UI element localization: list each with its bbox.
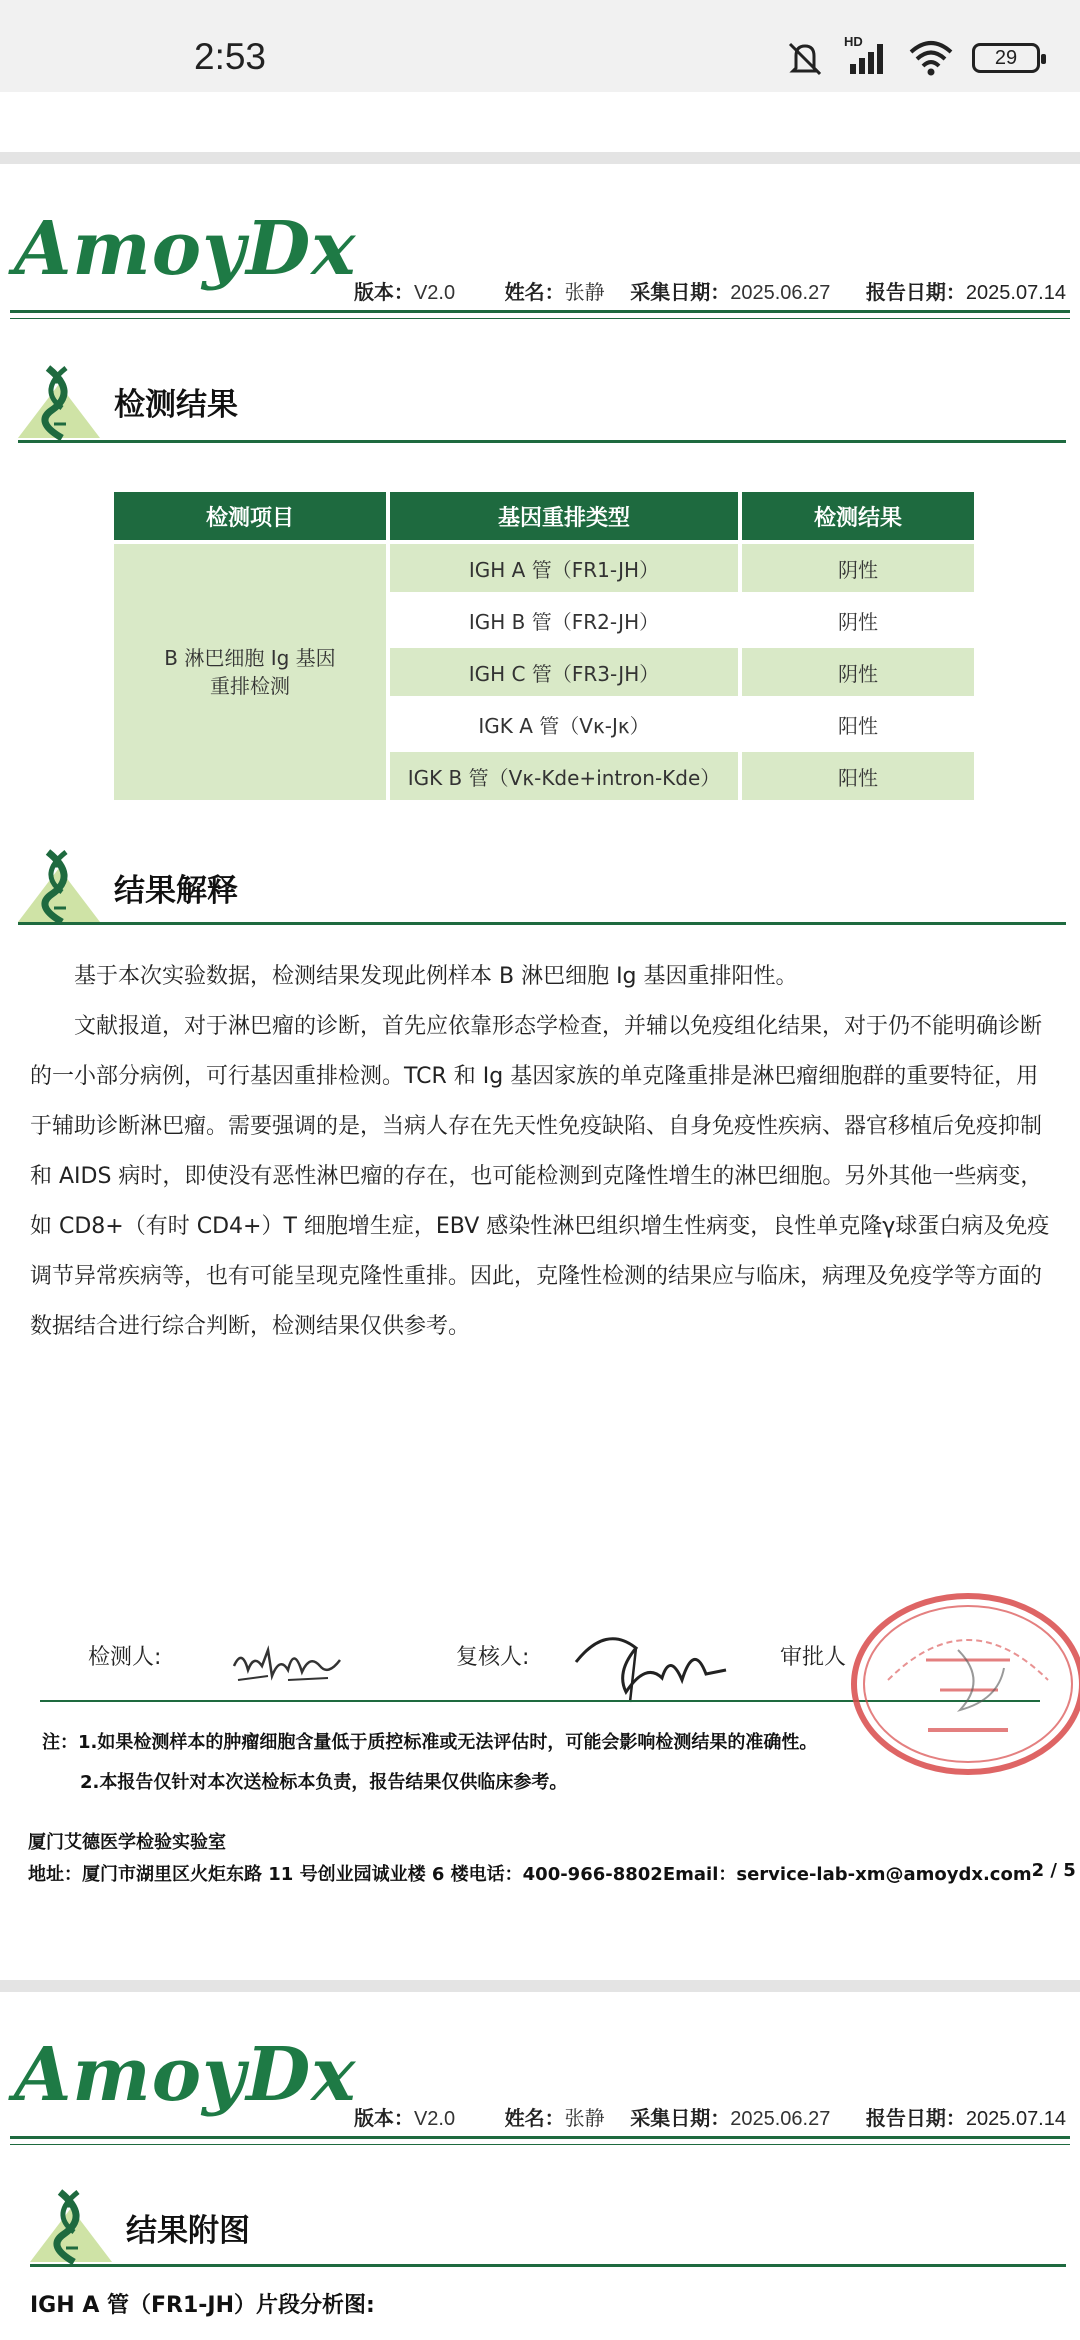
lab-phone: 电话：400-966-8802 — [468, 1864, 663, 1885]
results-table — [110, 488, 978, 804]
page-number: 2 / 5 — [1031, 1860, 1076, 1881]
section-interpretation-head — [18, 846, 238, 924]
note-1: 注：1.如果检测样本的肿瘤细胞含量低于质控标准或无法评估时，可能会影响检测结果的准确性。 — [42, 1732, 818, 1753]
interpretation-p2: 文献报道，对于淋巴瘤的诊断，首先应依靠形态学检查，并辅以免疫组化结果，对于仍不能明确诊断的一小部分病例，可行基因重排检测。TCR 和 Ig 基因家族的单克隆重排是淋巴瘤细胞群的重要特征，用于辅助诊断淋巴瘤。需要强调的是，当病人存在先天性免疫缺陷、自身免疫性疾病、器官移植后免疫抑制和 AIDS 病时，即使没有恶性淋巴瘤的存在，也可能检测到克隆性增生的淋巴细胞。另外其他一些病变，如 CD8+（有时 CD4+）T 细胞增生症，EBV 感染性淋巴组织增生性病变，良性单克隆γ球蛋白病及免疫调节异常疾病等，也有可能呈现克隆性重排。因此，克隆性检测的结果应与临床，病理及免疫学等方面的数据结合进行综合判断，检测结果仅供参考。 — [30, 1014, 1050, 1339]
section-title: 结果附图 — [126, 2213, 250, 2249]
header-divider — [10, 310, 1070, 313]
note-2: 2.本报告仅针对本次送检标本负责，报告结果仅供临床参考。 — [80, 1772, 568, 1793]
rearrangement-type: IGK B 管（Vκ-Kde+intron-Kde） — [390, 752, 738, 800]
section-divider — [18, 440, 1066, 443]
wifi-icon — [908, 38, 954, 78]
section-title: 检测结果 — [114, 387, 238, 423]
amoydx-logo: AmoyDx — [14, 2032, 357, 2118]
rearrangement-type: IGK A 管（Vκ-Jκ） — [390, 700, 738, 748]
result-value: 阴性 — [742, 544, 974, 592]
page-gap — [0, 1980, 1080, 1992]
test-item-line1: B 淋巴细胞 Ig 基因 — [164, 646, 336, 670]
tester-label: 检测人: — [88, 1645, 162, 1670]
page-gap — [0, 152, 1080, 164]
reviewer-signature — [566, 1622, 736, 1704]
header-divider-thin — [10, 2144, 1070, 2145]
rearrangement-type: IGH C 管（FR3-JH） — [390, 648, 738, 696]
lab-name: 厦门艾德医学检验实验室 — [28, 1832, 226, 1853]
section-figures-head — [30, 2186, 250, 2264]
figure-caption: IGH A 管（FR1-JH）片段分析图: — [30, 2293, 375, 2318]
section-divider — [18, 922, 1066, 925]
interpretation-p1: 基于本次实验数据，检测结果发现此例样本 B 淋巴细胞 Ig 基因重排阳性。 — [74, 964, 798, 989]
approver-label: 审批人 — [780, 1645, 847, 1670]
report-meta: 版本：V2.0 姓名：张静 采集日期：2025.06.27 报告日期：2025.07.14 — [353, 2108, 1066, 2130]
tester-signature — [228, 1636, 348, 1692]
signal-icon — [844, 34, 890, 78]
dna-icon — [18, 846, 100, 924]
section-divider — [30, 2264, 1066, 2267]
reviewer-label: 复核人: — [456, 1645, 530, 1670]
result-value-positive: 阳性 — [742, 700, 974, 748]
hd-label: HD — [844, 34, 863, 49]
rearrangement-type: IGH A 管（FR1-JH） — [390, 544, 738, 592]
table-header: 检测项目 — [114, 492, 386, 540]
table-row — [114, 544, 974, 592]
interpretation-text — [30, 952, 1056, 1352]
report-meta: 版本：V2.0 姓名：张静 采集日期：2025.06.27 报告日期：2025.07.14 — [353, 282, 1066, 304]
header-divider-thin — [10, 318, 1070, 319]
table-header: 检测结果 — [742, 492, 974, 540]
test-item-cell — [114, 544, 386, 800]
status-icons — [784, 34, 1040, 78]
section-title: 结果解释 — [114, 873, 238, 909]
lab-contact — [28, 1860, 1076, 1886]
battery-icon: 29 — [972, 43, 1040, 73]
dna-icon — [30, 2186, 112, 2264]
status-time: 2:53 — [194, 36, 267, 77]
status-bar — [0, 0, 1080, 92]
result-value-positive: 阳性 — [742, 752, 974, 800]
section-results-head — [18, 362, 238, 440]
mute-icon — [784, 38, 826, 78]
lab-stamp — [848, 1590, 1080, 1778]
test-item-line2: 重排检测 — [210, 674, 290, 698]
rearrangement-type: IGH B 管（FR2-JH） — [390, 596, 738, 644]
result-value: 阴性 — [742, 648, 974, 696]
dna-icon — [18, 362, 100, 440]
header-divider — [10, 2136, 1070, 2139]
lab-address: 地址：厦门市湖里区火炬东路 11 号创业园诚业楼 6 楼 — [28, 1864, 469, 1885]
lab-email: Email：service-lab-xm@amoydx.com — [662, 1864, 1032, 1885]
amoydx-logo: AmoyDx — [14, 206, 357, 292]
table-header: 基因重排类型 — [390, 492, 738, 540]
result-value: 阴性 — [742, 596, 974, 644]
